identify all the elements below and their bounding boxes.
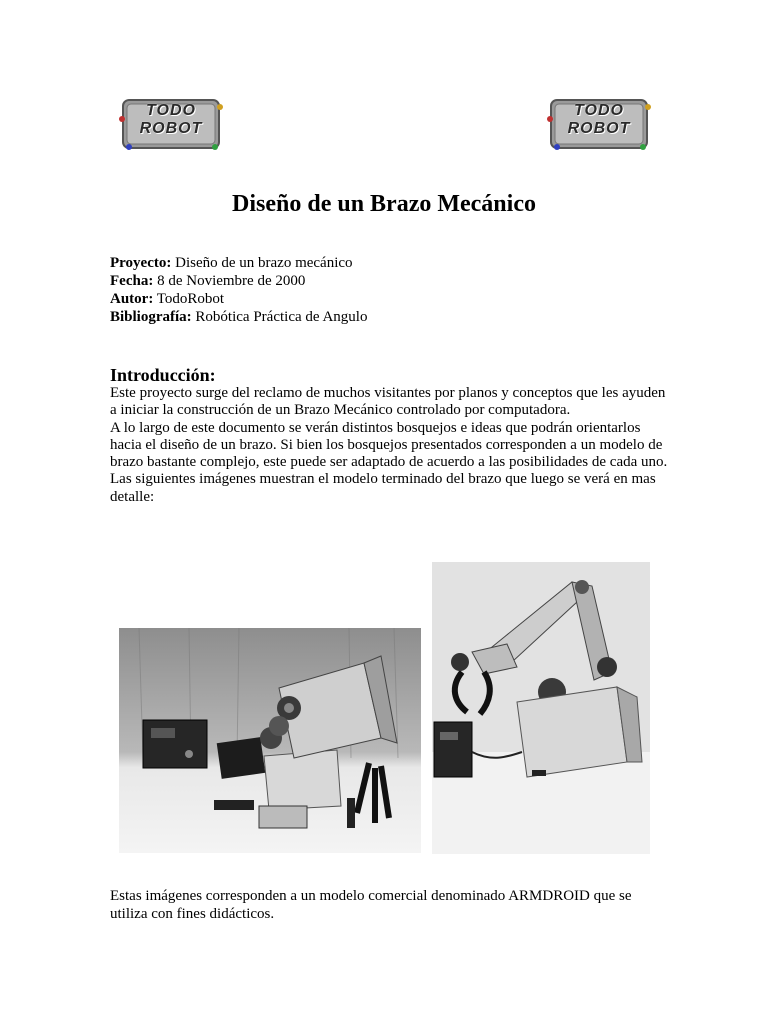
meta-label: Bibliografía: <box>110 309 192 325</box>
intro-body <box>110 385 670 506</box>
logo-word-robot: ROBOT <box>567 120 631 137</box>
meta-label: Autor: <box>110 291 154 307</box>
meta-label: Fecha: <box>110 273 154 289</box>
document-metadata <box>110 254 367 326</box>
meta-value: Robótica Práctica de Angulo <box>191 309 368 325</box>
robot-arm-photo-icon <box>119 628 421 853</box>
closing-paragraph: Estas imágenes corresponden a un modelo comercial denominado ARMDROID que se utiliza con fines didácticos. <box>110 888 632 922</box>
logo-word-todo: TODO <box>574 102 624 119</box>
armdroid-photo-right <box>432 562 650 854</box>
logo-word-todo: TODO <box>146 102 196 119</box>
meta-row-autor <box>110 290 367 308</box>
meta-value: 8 de Noviembre de 2000 <box>153 273 306 289</box>
section-heading-introduccion: Introducción: <box>110 365 216 385</box>
intro-paragraph: A lo largo de este documento se verán distintos bosquejos e ideas que podrán orientarlos hacia el diseño de un brazo. Si bien los bosquejos presentados corresponden a un modelo de brazo bastante complejo, este puede ser adaptado de acuerdo a las posibilidades de cada uno. <box>110 419 668 471</box>
robot-arm-photo-icon <box>432 562 650 854</box>
todorobot-logo-left <box>117 97 225 153</box>
meta-value: TodoRobot <box>153 291 225 307</box>
intro-paragraph: Este proyecto surge del reclamo de muchos visitantes por planos y conceptos que les ayuden a iniciar la construcción de un Brazo Mecánico controlado por computadora. <box>110 385 666 419</box>
intro-paragraph: Las siguientes imágenes muestran el modelo terminado del brazo que luego se verá en mas detalle: <box>110 471 656 505</box>
meta-row-proyecto <box>110 254 367 272</box>
armdroid-photo-left <box>119 628 421 853</box>
todorobot-logo-right <box>545 97 653 153</box>
document-title: Diseño de un Brazo Mecánico <box>232 191 536 217</box>
meta-label: Proyecto: <box>110 255 172 271</box>
meta-value: Diseño de un brazo mecánico <box>171 255 353 271</box>
meta-row-fecha <box>110 272 367 290</box>
meta-row-bibliografia <box>110 308 367 326</box>
logo-word-robot: ROBOT <box>139 120 203 137</box>
